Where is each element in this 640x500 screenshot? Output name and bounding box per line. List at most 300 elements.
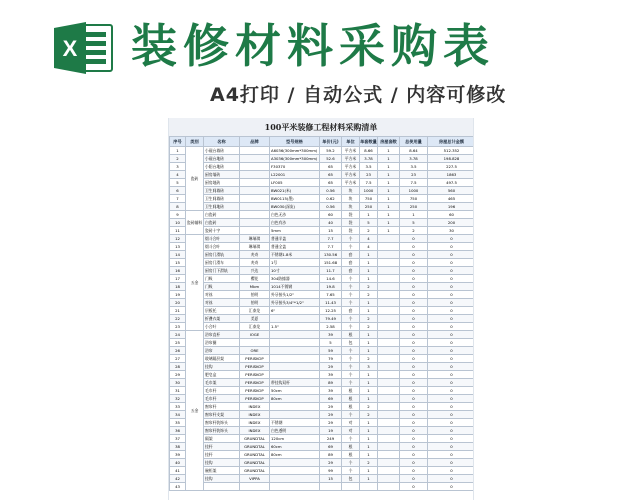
cell-unit: 个 (342, 315, 360, 323)
cell-unit: 包 (342, 339, 360, 347)
cell-qty: 1 (360, 475, 378, 483)
cell-price: 11.7 (320, 267, 342, 275)
cell-unit: 根 (342, 451, 360, 459)
cell-qty: 1 (360, 427, 378, 435)
cell-total: 0 (400, 235, 428, 243)
cell-qty: 1000 (360, 187, 378, 195)
category-cell: 瓷砖 (186, 147, 204, 211)
cell-brand: 怡明 (240, 291, 270, 299)
cell-qty: 4 (360, 235, 378, 243)
table-row (170, 379, 475, 387)
cell-brand: 麦奇 (240, 251, 270, 259)
cell-spec (270, 483, 320, 491)
cell-spec: 50cm (270, 387, 320, 395)
cell-brand: 美夏 (240, 315, 270, 323)
cell-no: 23 (170, 323, 186, 331)
table-row (170, 323, 475, 331)
cell-spec: 120cm (270, 435, 320, 443)
cell-brand: GRUNDTAL (240, 459, 270, 467)
cell-no: 15 (170, 259, 186, 267)
cell-name: 瓷砖十字 (204, 227, 240, 235)
cell-unit: 个 (342, 291, 360, 299)
cell-brand (240, 219, 270, 227)
table-row (170, 267, 475, 275)
cell-name: 厨房门滑车 (204, 259, 240, 267)
cell-sets (378, 307, 400, 315)
cell-qty: 1 (360, 331, 378, 339)
svg-text:X: X (62, 36, 78, 61)
cell-name: 隔架 (204, 435, 240, 443)
cell-brand (240, 483, 270, 491)
cell-total: 0 (400, 331, 428, 339)
cell-qty: 1 (360, 251, 378, 259)
cell-name: 厨房门滑轨 (204, 251, 240, 259)
cell-sets (378, 235, 400, 243)
cell-total: 2 (400, 227, 428, 235)
cell-qty: 1 (360, 347, 378, 355)
cell-total: 0 (400, 419, 428, 427)
table-row (170, 419, 475, 427)
cell-sets: 1 (378, 171, 400, 179)
cell-unit: 个 (342, 467, 360, 475)
table-row (170, 347, 475, 355)
table-row (170, 331, 475, 339)
cell-unit: 对 (342, 419, 360, 427)
cell-price: 0.56 (320, 203, 342, 211)
cell-qty: 7.5 (360, 179, 378, 187)
cell-unit: 个 (342, 235, 360, 243)
cell-unit: 块 (342, 203, 360, 211)
cell-amount: 497.5 (428, 179, 475, 187)
cell-sets (378, 403, 400, 411)
page-subtitle: A4打印 / 自动公式 / 内容可修改 (210, 84, 507, 106)
cell-brand: INDEX (240, 427, 270, 435)
cell-sets (378, 315, 400, 323)
cell-no: 35 (170, 419, 186, 427)
table-row (170, 427, 475, 435)
cell-spec (270, 363, 320, 371)
cell-total: 0 (400, 283, 428, 291)
cell-spec: 1014不锈钢 (270, 283, 320, 291)
cell-spec (270, 347, 320, 355)
cell-price: 11.43 (320, 299, 342, 307)
cell-unit: 套 (342, 267, 360, 275)
table-row (170, 155, 475, 163)
cell-brand (240, 187, 270, 195)
cell-unit: 个 (342, 379, 360, 387)
cell-qty: 2 (360, 411, 378, 419)
cell-price: 89 (320, 379, 342, 387)
cell-name: 浴帘圈 (204, 339, 240, 347)
column-header: 单套数量 (360, 137, 378, 147)
table-row (170, 451, 475, 459)
cell-unit: 个 (342, 283, 360, 291)
cell-unit: 个 (342, 363, 360, 371)
cell-qty: 8.66 (360, 147, 378, 155)
cell-brand (240, 195, 270, 203)
cell-unit: 根 (342, 387, 360, 395)
cell-no: 41 (170, 467, 186, 475)
cell-price: 19 (320, 427, 342, 435)
cell-price: 19.8 (320, 283, 342, 291)
table-row (170, 371, 475, 379)
cell-price: 12.25 (320, 307, 342, 315)
table-row (170, 299, 475, 307)
table-row (170, 483, 475, 491)
cell-price: 29 (320, 411, 342, 419)
cell-brand: GRUNDTAL (240, 443, 270, 451)
cell-no: 28 (170, 363, 186, 371)
column-header: 名称 (204, 137, 240, 147)
cell-total: 1000 (400, 187, 428, 195)
cell-amount: 465 (428, 195, 475, 203)
cell-brand: 樱花 (240, 275, 270, 283)
cell-no: 4 (170, 171, 186, 179)
cell-brand: 兴达 (240, 267, 270, 275)
table-row (170, 411, 475, 419)
cell-qty: 2 (360, 323, 378, 331)
cell-brand: 怡明 (240, 299, 270, 307)
cell-no: 16 (170, 267, 186, 275)
cell-qty: 1 (360, 339, 378, 347)
cell-no: 19 (170, 291, 186, 299)
cell-no: 32 (170, 395, 186, 403)
cell-total: 0 (400, 251, 428, 259)
cell-sets: 1 (378, 179, 400, 187)
cell-brand: IOGE (240, 331, 270, 339)
cell-qty: 1 (360, 395, 378, 403)
column-header: 序号 (170, 137, 186, 147)
table-row (170, 355, 475, 363)
cell-name: 门吸 (204, 275, 240, 283)
category-cell: 五金 (186, 235, 204, 331)
cell-amount: 0 (428, 331, 475, 339)
cell-brand: 麦奇 (240, 259, 270, 267)
cell-price: 7.7 (320, 235, 342, 243)
cell-qty: 2 (360, 459, 378, 467)
cell-unit: 个 (342, 459, 360, 467)
cell-spec: 外牙接头3/4"*1/2" (270, 299, 320, 307)
cell-sets: 1 (378, 219, 400, 227)
cell-total: 0 (400, 299, 428, 307)
cell-price: 79 (320, 355, 342, 363)
cell-sets (378, 243, 400, 251)
cell-sets: 1 (378, 155, 400, 163)
cell-name: 厨房门下滑轨 (204, 267, 240, 275)
cell-total: 0 (400, 411, 428, 419)
cell-price: 130.56 (320, 251, 342, 259)
cell-sets (378, 371, 400, 379)
cell-sets: 1 (378, 163, 400, 171)
cell-price: 14.6 (320, 275, 342, 283)
cell-sets (378, 459, 400, 467)
cell-sets (378, 435, 400, 443)
cell-amount: 0 (428, 347, 475, 355)
table-row (170, 171, 475, 179)
cell-spec: 白色无沙 (270, 211, 320, 219)
cell-unit: 袋 (342, 219, 360, 227)
cell-amount: 227.5 (428, 163, 475, 171)
cell-name: 浴帘 (204, 347, 240, 355)
cell-sets (378, 323, 400, 331)
table-row (170, 475, 475, 483)
cell-qty: 1 (360, 419, 378, 427)
cell-brand: Mbm (240, 283, 270, 291)
cell-amount: 0 (428, 443, 475, 451)
cell-price: 0.56 (320, 187, 342, 195)
cell-qty: 250 (360, 203, 378, 211)
cell-name: 窗帘杆装饰头 (204, 427, 240, 435)
cell-total: 0 (400, 403, 428, 411)
cell-no: 13 (170, 243, 186, 251)
cell-sets: 1 (378, 147, 400, 155)
cell-no: 27 (170, 355, 186, 363)
cell-unit: 根 (342, 331, 360, 339)
cell-total: 0 (400, 259, 428, 267)
cell-no: 43 (170, 483, 186, 491)
cell-no: 17 (170, 275, 186, 283)
cell-total: 0 (400, 243, 428, 251)
cell-name: 卫生间墙砖 (204, 187, 240, 195)
cell-spec: 1.5" (270, 323, 320, 331)
cell-brand (240, 147, 270, 155)
cell-unit: 根 (342, 443, 360, 451)
cell-qty: 1 (360, 467, 378, 475)
cell-price: 69 (320, 395, 342, 403)
cell-total: 0 (400, 395, 428, 403)
table-row (170, 227, 475, 235)
cell-amount: 560 (428, 187, 475, 195)
table-header-row (170, 137, 475, 147)
cell-spec: BW030(深灰) (270, 203, 320, 211)
cell-no: 36 (170, 427, 186, 435)
cell-spec (270, 331, 320, 339)
cell-total: 0 (400, 427, 428, 435)
cell-no: 26 (170, 347, 186, 355)
cell-no: 1 (170, 147, 186, 155)
cell-qty: 1 (360, 211, 378, 219)
cell-unit (342, 483, 360, 491)
cell-brand: PERISKOP (240, 379, 270, 387)
cell-unit: 根 (342, 395, 360, 403)
cell-total: 0 (400, 379, 428, 387)
cell-qty: 3 (360, 363, 378, 371)
cell-no: 22 (170, 315, 186, 323)
cell-amount: 0 (428, 275, 475, 283)
cell-spec: L22001 (270, 171, 320, 179)
table-row (170, 443, 475, 451)
cell-qty: 1 (360, 387, 378, 395)
cell-name: 烟斗合叶 (204, 235, 240, 243)
cell-price: 59 (320, 347, 342, 355)
cell-total: 0 (400, 307, 428, 315)
cell-no: 34 (170, 411, 186, 419)
table-row (170, 163, 475, 171)
cell-total: 5 (400, 219, 428, 227)
cell-name: 窗帘杆 (204, 403, 240, 411)
cell-amount: 1863 (428, 171, 475, 179)
table-row (170, 203, 475, 211)
table-row (170, 235, 475, 243)
cell-spec: BW021(米) (270, 187, 320, 195)
cell-name: 烟斗合叶 (204, 243, 240, 251)
cell-total: 0 (400, 483, 428, 491)
cell-amount: 0 (428, 243, 475, 251)
cell-unit: 平方米 (342, 171, 360, 179)
cell-price: 60 (320, 211, 342, 219)
cell-name: 厨房墙砖 (204, 171, 240, 179)
cell-amount: 0 (428, 323, 475, 331)
cell-spec: 白色有沙 (270, 219, 320, 227)
cell-spec: 普通全盖 (270, 243, 320, 251)
cell-brand (240, 171, 270, 179)
cell-price: 39 (320, 371, 342, 379)
cell-spec: 5mm (270, 227, 320, 235)
cell-price: 65 (320, 163, 342, 171)
cell-name: 卫生间地砖 (204, 203, 240, 211)
cell-unit: 块 (342, 187, 360, 195)
cell-amount: 0 (428, 355, 475, 363)
table-row (170, 467, 475, 475)
cell-spec (270, 339, 320, 347)
cell-no: 10 (170, 219, 186, 227)
cell-brand: PERISKOP (240, 355, 270, 363)
cell-price: 0.62 (320, 195, 342, 203)
cell-sets (378, 275, 400, 283)
cell-qty: 2 (360, 283, 378, 291)
cell-total: 0 (400, 435, 428, 443)
cell-no: 31 (170, 387, 186, 395)
cell-no: 18 (170, 283, 186, 291)
cell-brand: PERISKOP (240, 363, 270, 371)
cell-amount: 0 (428, 387, 475, 395)
table-row (170, 291, 475, 299)
cell-unit: 个 (342, 355, 360, 363)
cell-amount: 198.828 (428, 155, 475, 163)
cell-amount: 0 (428, 459, 475, 467)
cell-brand (240, 155, 270, 163)
cell-unit: 袋 (342, 211, 360, 219)
column-header: 房屋总计金额 (428, 137, 475, 147)
table-row (170, 147, 475, 155)
cell-unit: 根 (342, 403, 360, 411)
table-row (170, 387, 475, 395)
cell-no: 24 (170, 331, 186, 339)
cell-spec: 60cm (270, 443, 320, 451)
cell-spec (270, 411, 320, 419)
cell-amount: 0 (428, 291, 475, 299)
cell-price: 59.2 (320, 147, 342, 155)
table-row (170, 315, 475, 323)
cell-amount: 60 (428, 211, 475, 219)
cell-spec: 80cm (270, 451, 320, 459)
cell-total: 0 (400, 323, 428, 331)
cell-no: 33 (170, 403, 186, 411)
cell-amount: 0 (428, 267, 475, 275)
cell-price: 2.58 (320, 323, 342, 331)
cell-amount: 0 (428, 435, 475, 443)
cell-qty: 1 (360, 307, 378, 315)
column-header: 房屋套数 (378, 137, 400, 147)
cell-no: 20 (170, 299, 186, 307)
cell-sets (378, 331, 400, 339)
cell-no: 39 (170, 451, 186, 459)
cell-sets (378, 363, 400, 371)
cell-total: 0 (400, 467, 428, 475)
column-header: 类别 (186, 137, 204, 147)
cell-amount: 0 (428, 299, 475, 307)
cell-spec: 1号 (270, 259, 320, 267)
cell-amount: 30 (428, 227, 475, 235)
cell-price: 29 (320, 363, 342, 371)
cell-no: 8 (170, 203, 186, 211)
cell-sets (378, 451, 400, 459)
cell-no: 2 (170, 155, 186, 163)
cell-price: 65 (320, 179, 342, 187)
column-header: 型号规格 (270, 137, 320, 147)
cell-name: 毛巾杆 (204, 387, 240, 395)
cell-price: 249 (320, 435, 342, 443)
cell-no: 7 (170, 195, 186, 203)
cell-brand: 琳瑞琪 (240, 235, 270, 243)
cell-total: 7.5 (400, 179, 428, 187)
cell-price: 7.7 (320, 243, 342, 251)
cell-sets (378, 251, 400, 259)
cell-brand: PERISKOP (240, 371, 270, 379)
cell-total: 0 (400, 275, 428, 283)
cell-price: 29 (320, 403, 342, 411)
cell-spec: F30370 (270, 163, 320, 171)
cell-brand: INDEX (240, 419, 270, 427)
cell-total: 8.64 (400, 147, 428, 155)
cell-sets: 1 (378, 187, 400, 195)
cell-qty: 2 (360, 403, 378, 411)
cell-name: 挂杆 (204, 451, 240, 459)
cell-spec: 不锈钢 (270, 419, 320, 427)
cell-name: 层板托 (204, 307, 240, 315)
cell-sets: 1 (378, 203, 400, 211)
cell-no: 12 (170, 235, 186, 243)
cell-total: 0 (400, 475, 428, 483)
cell-unit: 个 (342, 243, 360, 251)
excel-logo-icon (52, 20, 114, 76)
cell-spec: BW0115(墨) (270, 195, 320, 203)
cell-sets: 1 (378, 195, 400, 203)
header (0, 0, 640, 118)
cell-price: 15 (320, 227, 342, 235)
cell-no: 3 (170, 163, 186, 171)
cell-spec (270, 467, 320, 475)
cell-brand: INDEX (240, 403, 270, 411)
table-row (170, 179, 475, 187)
cell-sets (378, 467, 400, 475)
cell-qty: 3.5 (360, 163, 378, 171)
cell-amount: 512.352 (428, 147, 475, 155)
cell-spec (270, 355, 320, 363)
cell-price: 39 (320, 387, 342, 395)
cell-brand: ORE (240, 347, 270, 355)
cell-no: 14 (170, 251, 186, 259)
cell-name: 挂钩 (204, 475, 240, 483)
cell-price: 40 (320, 219, 342, 227)
cell-sets (378, 283, 400, 291)
cell-amount: 0 (428, 315, 475, 323)
cell-qty: 2 (360, 355, 378, 363)
cell-total: 23 (400, 171, 428, 179)
cell-brand: VIPPA (240, 475, 270, 483)
cell-spec (270, 459, 320, 467)
cell-qty: 1 (360, 451, 378, 459)
